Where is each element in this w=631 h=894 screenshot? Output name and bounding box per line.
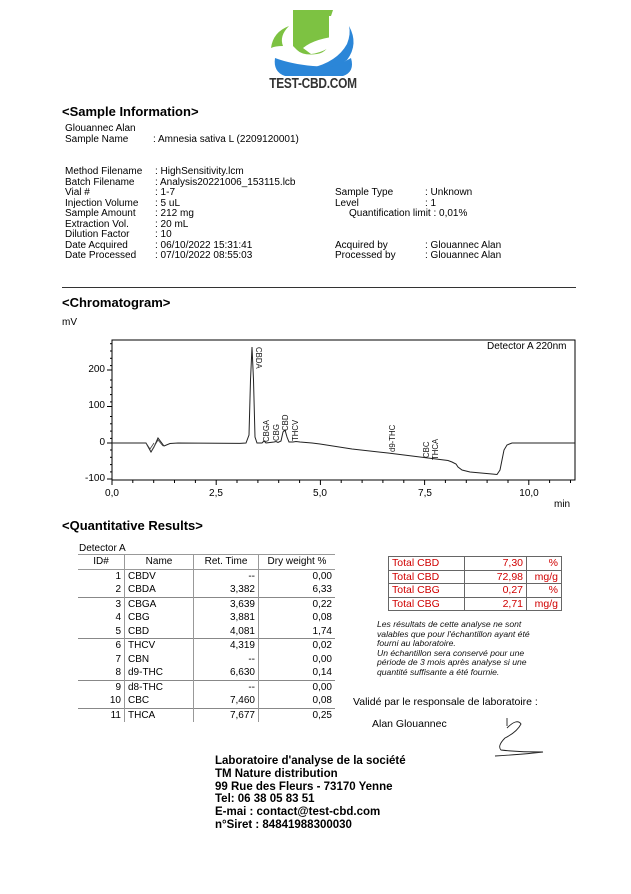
- cell-id: 1: [115, 570, 121, 582]
- col-header-dry-weight: Dry weight %: [259, 555, 336, 570]
- total-unit: %: [527, 584, 562, 598]
- cell-ret-time: 3,881: [194, 611, 259, 625]
- field-label: Vial #: [65, 187, 90, 198]
- cell-ret-time: 7,460: [194, 694, 259, 708]
- field-value: : 212 mg: [155, 208, 194, 219]
- sample-info-title: <Sample Information>: [62, 104, 199, 119]
- cell-id: 3: [78, 597, 125, 611]
- y-tick-label: 0: [99, 437, 105, 448]
- processed-by-label: Processed by: [335, 250, 396, 261]
- cell-id: 2: [115, 584, 121, 596]
- x-tick-label: 10,0: [519, 488, 539, 499]
- field-value: : HighSensitivity.lcm: [155, 166, 244, 177]
- cell-name: CBGA: [125, 597, 194, 611]
- total-label: Total CBD: [389, 557, 465, 571]
- total-label: Total CBG: [389, 597, 465, 611]
- cell-id: 11: [78, 708, 125, 722]
- field-value: : 1-7: [155, 187, 176, 198]
- footer-line-company: Laboratoire d'analyse de la société: [215, 755, 406, 767]
- col-header-id: ID#: [78, 555, 125, 570]
- peak-label-cbga: CBGA: [262, 419, 271, 442]
- totals-row: [389, 597, 562, 611]
- peak-label-cbda: CBDA: [254, 347, 263, 369]
- plot-frame: [112, 340, 575, 480]
- totals-row: [389, 570, 562, 584]
- note-line: valables que pour l'échantillon ayant été: [377, 628, 530, 639]
- x-ticks: [112, 480, 571, 485]
- totals-row: [389, 584, 562, 598]
- footer-line-address: 99 Rue des Fleurs - 73170 Yenne: [215, 780, 393, 793]
- cell-name: CBD: [125, 625, 194, 639]
- cell-dry-weight: 0,25: [259, 708, 336, 722]
- table-row: [78, 569, 335, 583]
- note-line: Les résultats de cette analyse ne sont: [377, 619, 522, 629]
- note-line: fourni au laboratoire.: [377, 638, 456, 648]
- cell-name: CBN: [125, 653, 194, 667]
- cell-id: 4: [115, 612, 121, 624]
- cell-dry-weight: 0,14: [259, 666, 336, 680]
- cell-dry-weight: 0,08: [259, 611, 336, 625]
- note-line: Un échantillon sera conservé pour une: [377, 647, 525, 658]
- logo-text: TEST-CBD.COM: [269, 76, 357, 92]
- cell-ret-time: 4,081: [194, 625, 259, 639]
- note-line: quantité suffisante a été fournie.: [377, 666, 500, 677]
- total-unit: mg/g: [527, 597, 562, 611]
- cell-name: d8-THC: [125, 680, 194, 694]
- cell-ret-time: 7,677: [194, 708, 259, 722]
- footer-line-name: TM Nature distribution: [215, 767, 338, 780]
- cell-dry-weight: 0,00: [259, 653, 336, 667]
- cell-name: CBDA: [125, 583, 194, 597]
- x-tick-label: 5,0: [313, 488, 327, 499]
- cell-id: 8: [115, 667, 121, 679]
- lab-footer: [215, 755, 406, 832]
- signature-icon: [487, 716, 547, 758]
- peak-label-thca: THCA: [431, 438, 440, 460]
- sample-name-label: Sample Name: [65, 134, 129, 145]
- quant-title: <Quantitative Results>: [62, 518, 203, 533]
- table-header-row: [78, 555, 335, 570]
- field-label: Date Processed: [65, 250, 137, 261]
- cell-name: THCV: [125, 639, 194, 653]
- processed-by-value: : Glouannec Alan: [425, 250, 502, 261]
- cell-dry-weight: 0,00: [259, 680, 336, 694]
- field-label: Injection Volume: [65, 197, 139, 209]
- detector-label: Detector A 220nm: [487, 341, 567, 352]
- x-tick-label: 0,0: [105, 488, 119, 499]
- col-header-name: Name: [125, 555, 194, 570]
- field-label: Sample Amount: [65, 208, 136, 219]
- total-value: 2,71: [465, 597, 527, 611]
- quantification-limit: Quantification limit : 0,01%: [349, 208, 468, 219]
- cell-id: 5: [115, 625, 121, 637]
- cell-ret-time: --: [194, 653, 259, 667]
- cell-dry-weight: 0,02: [259, 639, 336, 653]
- quant-results-table: [78, 554, 335, 722]
- footer-line-siret: n°Siret : 84841988300030: [215, 818, 352, 831]
- disclaimer-note: [377, 620, 562, 677]
- field-label: Method Filename: [65, 166, 143, 177]
- field-label: Level: [335, 197, 359, 209]
- field-label: Extraction Vol.: [65, 218, 129, 230]
- y-tick-label: -100: [84, 473, 105, 484]
- field-label: Batch Filename: [65, 176, 135, 188]
- cell-dry-weight: 6,33: [259, 583, 336, 597]
- operator-name: Glouannec Alan: [65, 123, 136, 134]
- field-value: : 06/10/2022 15:31:41: [155, 239, 253, 251]
- acquired-by-value: : Glouannec Alan: [425, 239, 502, 251]
- table-row: [78, 708, 335, 722]
- table-row: [78, 639, 335, 653]
- chromatogram-title: <Chromatogram>: [62, 295, 171, 310]
- total-value: 0,27: [465, 584, 527, 598]
- cell-ret-time: 3,639: [194, 597, 259, 611]
- peak-label-thcv: THCV: [291, 419, 300, 441]
- field-label: Sample Type: [335, 187, 394, 198]
- table-row: [78, 611, 335, 625]
- field-value: : 10: [155, 229, 172, 240]
- note-line: période de 3 mois après analyse si une: [377, 657, 527, 667]
- cell-dry-weight: 0,00: [259, 569, 336, 583]
- cell-ret-time: --: [194, 569, 259, 583]
- field-value: : 20 mL: [155, 218, 189, 230]
- table-row: [78, 583, 335, 597]
- y-axis-unit: mV: [62, 317, 77, 328]
- totals-table: [388, 556, 562, 611]
- field-value: : 1: [425, 197, 437, 209]
- field-value: : 07/10/2022 08:55:03: [155, 250, 253, 261]
- total-value: 72,98: [465, 570, 527, 584]
- field-value: : Analysis20221006_153115.lcb: [155, 176, 296, 188]
- table-row: [78, 625, 335, 639]
- totals-row: [389, 557, 562, 571]
- peak-labels: [254, 347, 440, 460]
- cell-dry-weight: 0,08: [259, 694, 336, 708]
- table-row: [78, 597, 335, 611]
- cell-dry-weight: 0,22: [259, 597, 336, 611]
- field-value: : 5 uL: [155, 197, 181, 209]
- footer-line-phone: Tel: 06 38 05 83 51: [215, 793, 315, 806]
- table-row: [78, 694, 335, 708]
- cell-name: CBDV: [125, 569, 194, 583]
- cell-ret-time: 3,382: [194, 583, 259, 597]
- cell-id: 6: [78, 639, 125, 653]
- y-tick-label: 200: [88, 364, 105, 375]
- cell-id: 7: [115, 653, 121, 665]
- cell-name: CBC: [125, 694, 194, 708]
- cell-dry-weight: 1,74: [259, 625, 336, 639]
- y-major-ticks: [107, 370, 112, 479]
- total-unit: %: [527, 557, 562, 571]
- cell-name: THCA: [125, 708, 194, 722]
- peak-label-cbc: CBC: [422, 441, 431, 458]
- cell-name: CBG: [125, 611, 194, 625]
- field-value: : Unknown: [425, 187, 473, 198]
- validator-name: Alan Glouannec: [372, 718, 447, 730]
- x-tick-label: 2,5: [209, 488, 223, 499]
- cell-ret-time: 4,319: [194, 639, 259, 653]
- chromatogram-trace: [112, 347, 575, 475]
- x-axis-unit: min: [554, 499, 571, 510]
- total-label: Total CBG: [389, 584, 465, 598]
- footer-line-email: E-mai : contact@test-cbd.com: [215, 806, 381, 819]
- total-unit: mg/g: [527, 570, 562, 584]
- y-tick-label: 100: [88, 400, 105, 411]
- cell-ret-time: --: [194, 680, 259, 694]
- cell-ret-time: 6,630: [194, 666, 259, 680]
- total-value: 7,30: [465, 557, 527, 571]
- peak-label-cbg: CBG: [272, 424, 281, 441]
- table-row: [78, 666, 335, 680]
- detector-name: Detector A: [79, 543, 126, 554]
- total-label: Total CBD: [389, 570, 465, 584]
- validated-by-label: Validé par le responsale de laboratoire :: [353, 696, 538, 708]
- cell-name: d9-THC: [125, 666, 194, 680]
- peak-label-d9-thc: d9-THC: [388, 424, 397, 452]
- field-label: Date Acquired: [65, 239, 128, 251]
- table-row: [78, 653, 335, 667]
- x-tick-label: 7,5: [418, 488, 432, 499]
- field-label: Dilution Factor: [65, 229, 130, 240]
- cell-id: 9: [78, 680, 125, 694]
- acquired-by-label: Acquired by: [335, 239, 388, 251]
- col-header-ret-time: Ret. Time: [194, 555, 259, 570]
- sample-name-value: : Amnesia sativa L (2209120001): [153, 134, 299, 145]
- peak-label-cbd: CBD: [281, 414, 290, 431]
- table-row: [78, 680, 335, 694]
- cell-id: 10: [109, 695, 121, 707]
